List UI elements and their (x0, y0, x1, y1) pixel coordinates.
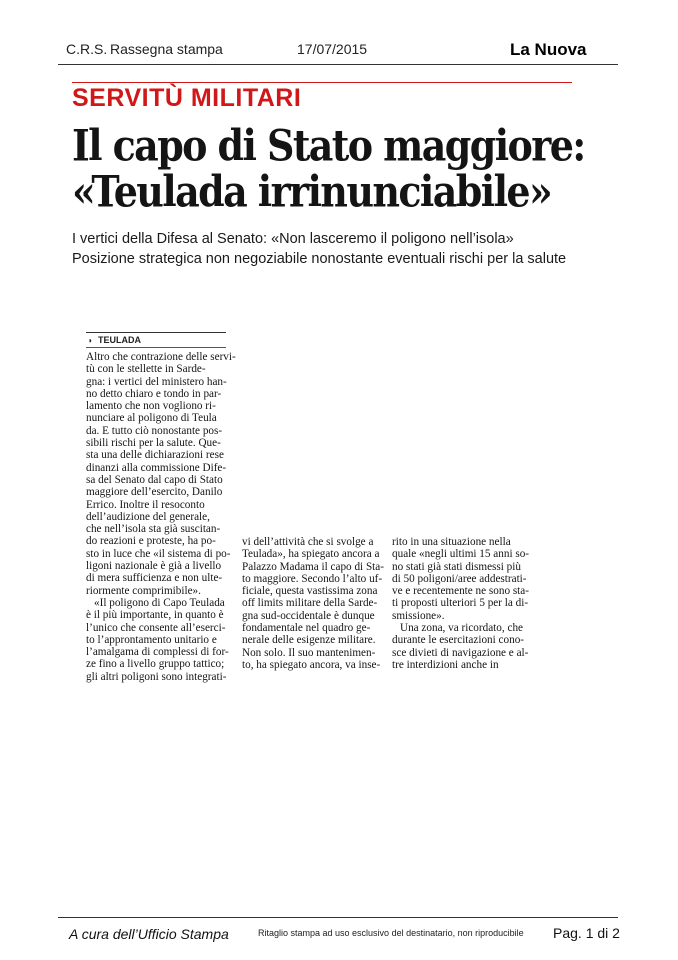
subheadline-line-1: I vertici della Difesa al Senato: «Non lasceremo il poligono nell’isola» (72, 231, 514, 247)
page-indicator: Pag. 1 di 2 (553, 925, 620, 941)
column-line: gna: i vertici del ministero han- (86, 375, 227, 388)
article-column-2 (242, 536, 388, 671)
column-line: l’unico che consente all’eserci- (86, 621, 226, 634)
article-column-3 (392, 536, 538, 671)
column-line: to maggiore. Secondo l’alto uf- (242, 572, 383, 585)
subheadline-line-2: Posizione strategica non negoziabile nonostante eventuali rischi per la salute (72, 251, 567, 267)
newspaper-name: La Nuova (510, 40, 587, 59)
column-line: dinanzi alla commissione Dife- (86, 461, 227, 474)
kicker-rule (72, 82, 572, 83)
footer-divider (58, 917, 618, 918)
column-line: sibili rischi per la salute. Que- (86, 437, 221, 450)
dateline: TEULADA (98, 335, 141, 345)
column-line: fondamentale nel quadro ge- (242, 622, 371, 635)
column-line: maggiore dell’esercito, Danilo (86, 486, 223, 499)
column-line: ze fino a livello gruppo tattico; (86, 658, 225, 671)
column-line: ficiale, questa vastissima zona (242, 585, 378, 598)
column-line: ve e recentemente ne sono sta- (392, 585, 529, 598)
column-line: no stati già stati dismessi più (392, 560, 521, 573)
copyright-notice: Ritaglio stampa ad uso esclusivo del destinatario, non riproducibile (258, 928, 524, 938)
column-line: Teulada», ha spiegato ancora a (242, 548, 380, 561)
column-line: da. E tutto ciò nonostante pos- (86, 424, 223, 437)
column-line: no detto chiaro e tondo in par- (86, 387, 222, 400)
dateline-marker-icon: ◗ (88, 336, 93, 345)
column-line: nerale delle esigenze militare. (242, 634, 376, 647)
column-line: dell’audizione del generale, (86, 510, 210, 523)
column-line: di 50 poligoni/aree addestrati- (392, 572, 527, 585)
column-line: l’amalgama di complessi di for- (86, 646, 229, 659)
dateline-rule (86, 332, 226, 333)
column-line: ligoni nazionale è già a livello (86, 560, 222, 573)
headline-line-1: Il capo di Stato maggiore: (72, 120, 585, 171)
column-line: rito in una situazione nella (392, 536, 511, 548)
press-office-credit: A cura dell’Ufficio Stampa (69, 926, 229, 942)
column-line: Non solo. Il suo mantenimen- (242, 646, 376, 659)
column-line: «Il poligono di Capo Teulada (94, 596, 225, 609)
column-line: smissione». (392, 609, 445, 622)
column-line: ti proposti ulteriori 5 per la di- (392, 597, 529, 610)
organization-label: C.R.S. (66, 41, 108, 57)
header-divider (58, 64, 618, 65)
column-line: Altro che contrazione delle servi- (86, 351, 236, 363)
headline-line-2: «Teulada irrinunciabile» (72, 166, 552, 217)
column-line: vi dell’attività che si svolge a (242, 536, 374, 548)
column-line: sce divieti di navigazione e al- (392, 646, 529, 659)
column-line: to l’approntamento unitario e (86, 633, 217, 646)
column-line: do reazioni e proteste, ha po- (86, 535, 216, 548)
column-line: sto in luce che «il sistema di po- (86, 547, 231, 560)
column-line: è il più importante, in quanto è (86, 609, 224, 622)
column-line: durante le esercitazioni cono- (392, 634, 525, 647)
column-line: riormente comprimibile». (86, 584, 201, 597)
column-line: Errico. Inoltre il resoconto (86, 498, 205, 511)
clipping-date: 17/07/2015 (297, 41, 368, 57)
dateline-bottom-rule (86, 347, 226, 348)
column-line: sa del Senato dal capo di Stato (86, 473, 223, 486)
article-column-1 (86, 351, 236, 683)
column-line: quale «negli ultimi 15 anni so- (392, 548, 530, 561)
column-line: gli altri poligoni sono integrati- (86, 670, 227, 683)
column-line: sta una delle dichiarazioni rese (86, 449, 224, 462)
article-kicker: SERVITÙ MILITARI (72, 84, 302, 112)
column-line: to, ha spiegato ancora, va inse- (242, 658, 381, 671)
column-line: nunciare al poligono di Teula (86, 412, 217, 425)
column-line: tre interdizioni anche in (392, 658, 499, 671)
column-line: gna sud-occidentale è dunque (242, 609, 375, 622)
column-line: lamento che non vogliono ri- (86, 400, 216, 413)
column-line: Una zona, va ricordato, che (400, 622, 524, 635)
column-line: che nell’isola sta già suscitan- (86, 523, 221, 536)
column-line: di mera sufficienza e non ulte- (86, 572, 223, 585)
press-review-label: Rassegna stampa (110, 41, 223, 57)
column-line: Palazzo Madama il capo di Sta- (242, 560, 384, 573)
column-line: tù con le stellette in Sarde- (86, 363, 206, 376)
column-line: off limits militare della Sarde- (242, 597, 378, 610)
